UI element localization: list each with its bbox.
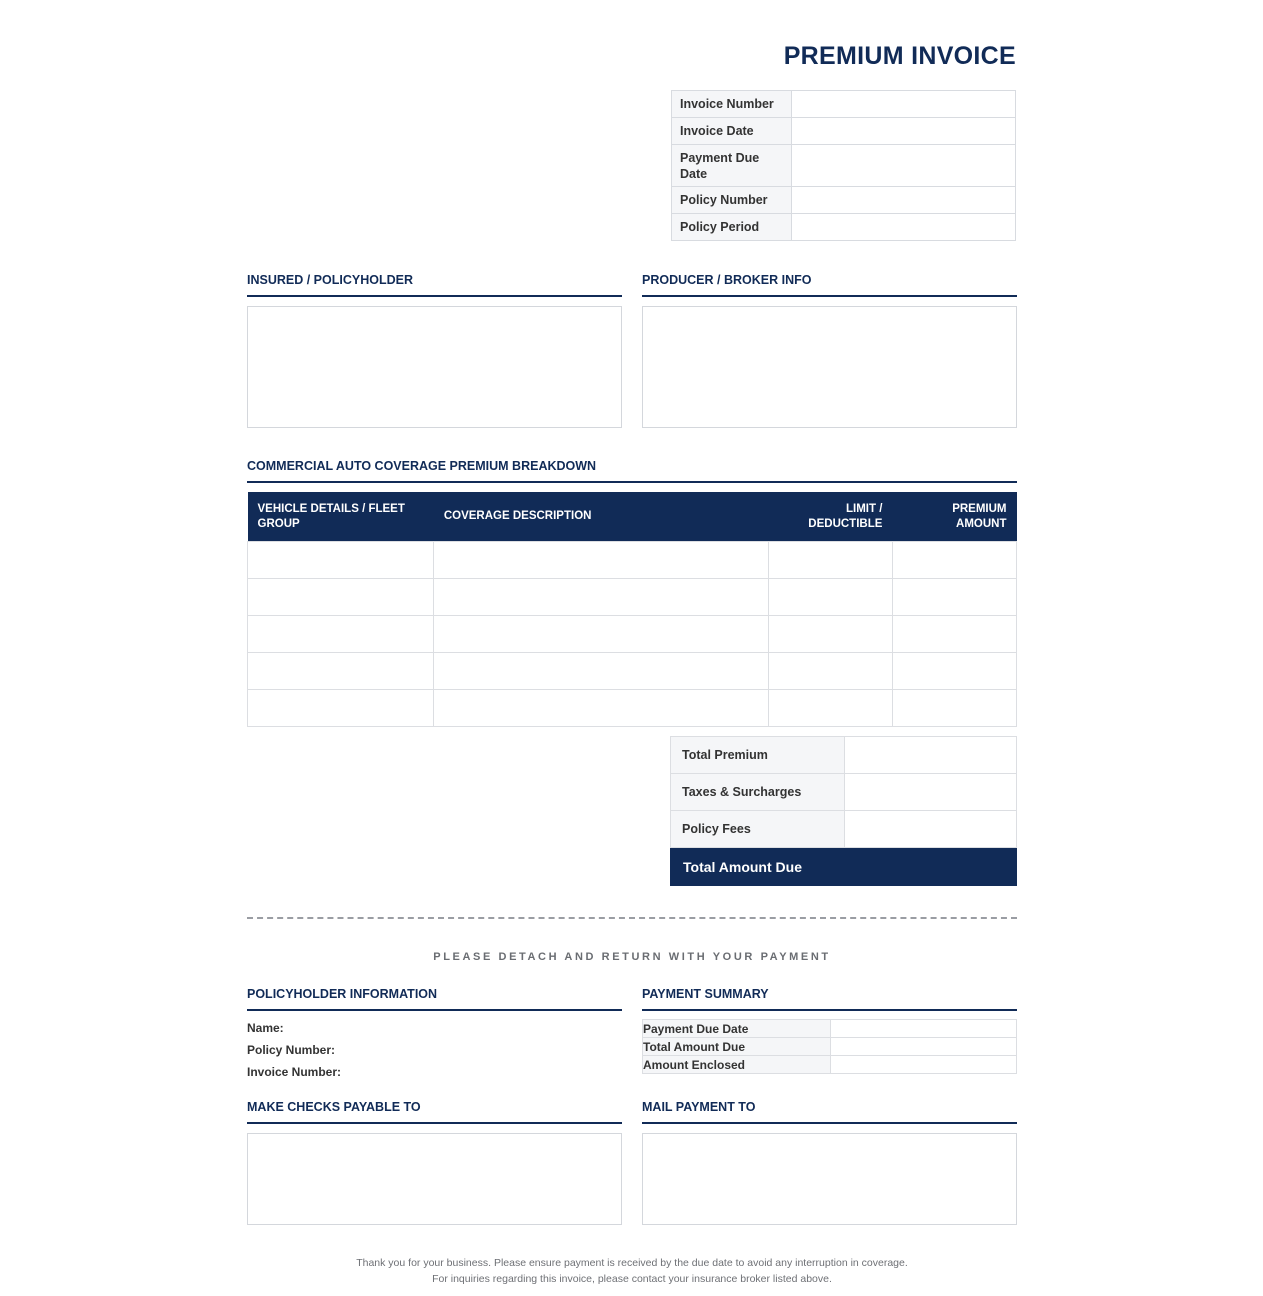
producer-box[interactable] — [642, 306, 1017, 428]
header-limit-deductible: LIMIT / DEDUCTIBLE — [768, 492, 892, 542]
cell-description[interactable] — [434, 542, 769, 579]
cell-limit[interactable] — [768, 542, 892, 579]
cell-description[interactable] — [434, 616, 769, 653]
header-premium-amount: PREMIUM AMOUNT — [892, 492, 1016, 542]
cell-limit[interactable] — [768, 579, 892, 616]
policy-fees-value[interactable] — [845, 811, 1017, 848]
cell-premium[interactable] — [892, 542, 1016, 579]
meta-label-policy-period: Policy Period — [672, 214, 792, 241]
cell-description[interactable] — [434, 653, 769, 690]
meta-label-invoice-number: Invoice Number — [672, 91, 792, 118]
checks-payable-box[interactable] — [247, 1133, 622, 1225]
policyholder-info-title: POLICYHOLDER INFORMATION — [247, 987, 622, 1011]
total-premium-value[interactable] — [845, 737, 1017, 774]
cell-description[interactable] — [434, 690, 769, 727]
total-amount-due-value[interactable] — [845, 848, 1017, 886]
cell-premium[interactable] — [892, 690, 1016, 727]
table-row — [248, 690, 1017, 727]
table-row — [248, 579, 1017, 616]
coverage-table — [247, 492, 1017, 727]
policy-fees-label: Policy Fees — [671, 811, 845, 848]
cell-vehicle[interactable] — [248, 542, 434, 579]
totals-table — [670, 736, 1017, 886]
cell-vehicle[interactable] — [248, 653, 434, 690]
insured-section-title: INSURED / POLICYHOLDER — [247, 273, 622, 297]
header-vehicle-details: VEHICLE DETAILS / FLEET GROUP — [248, 492, 434, 542]
cell-vehicle[interactable] — [248, 690, 434, 727]
coverage-section-title: COMMERCIAL AUTO COVERAGE PREMIUM BREAKDOWN — [247, 459, 1017, 483]
invoice-meta-table — [671, 90, 1016, 241]
header-coverage-description: COVERAGE DESCRIPTION — [434, 492, 769, 542]
payment-summary-table — [642, 1019, 1017, 1074]
taxes-value[interactable] — [845, 774, 1017, 811]
mail-payment-box[interactable] — [642, 1133, 1017, 1225]
summary-amount-enclosed-value[interactable] — [831, 1056, 1017, 1074]
total-premium-label: Total Premium — [671, 737, 845, 774]
cell-premium[interactable] — [892, 579, 1016, 616]
cell-vehicle[interactable] — [248, 579, 434, 616]
field-name-label: Name: — [247, 1021, 284, 1035]
meta-label-policy-number: Policy Number — [672, 187, 792, 214]
table-row — [248, 616, 1017, 653]
summary-amount-enclosed-label: Amount Enclosed — [643, 1056, 831, 1074]
summary-payment-due-date-value[interactable] — [831, 1020, 1017, 1038]
field-invoice-number-label: Invoice Number: — [247, 1065, 342, 1079]
meta-value-invoice-number[interactable] — [792, 91, 1016, 118]
detach-line — [247, 917, 1017, 919]
producer-section-title: PRODUCER / BROKER INFO — [642, 273, 1017, 297]
cell-premium[interactable] — [892, 653, 1016, 690]
table-row — [248, 542, 1017, 579]
summary-total-amount-due-value[interactable] — [831, 1038, 1017, 1056]
meta-value-policy-number[interactable] — [792, 187, 1016, 214]
table-row — [248, 653, 1017, 690]
meta-label-payment-due-date: Payment Due Date — [672, 145, 792, 187]
cell-vehicle[interactable] — [248, 616, 434, 653]
meta-value-payment-due-date[interactable] — [792, 145, 1016, 187]
cell-description[interactable] — [434, 579, 769, 616]
checks-payable-title: MAKE CHECKS PAYABLE TO — [247, 1100, 622, 1124]
field-policy-number-label: Policy Number: — [247, 1043, 336, 1057]
cell-limit[interactable] — [768, 690, 892, 727]
cell-limit[interactable] — [768, 653, 892, 690]
mail-payment-title: MAIL PAYMENT TO — [642, 1100, 1017, 1124]
cell-premium[interactable] — [892, 616, 1016, 653]
footer-line-2: For inquiries regarding this invoice, please contact your insurance broker listed above. — [432, 1273, 832, 1285]
total-amount-due-label: Total Amount Due — [671, 848, 845, 886]
cell-limit[interactable] — [768, 616, 892, 653]
taxes-label: Taxes & Surcharges — [671, 774, 845, 811]
payment-summary-title: PAYMENT SUMMARY — [642, 987, 1017, 1011]
summary-total-amount-due-label: Total Amount Due — [643, 1038, 831, 1056]
policyholder-info-fields — [247, 1017, 622, 1083]
coverage-header-row — [248, 492, 1017, 542]
insured-box[interactable] — [247, 306, 622, 428]
invoice-title: PREMIUM INVOICE — [783, 42, 1016, 70]
meta-value-policy-period[interactable] — [792, 214, 1016, 241]
summary-payment-due-date-label: Payment Due Date — [643, 1020, 831, 1038]
meta-value-invoice-date[interactable] — [792, 118, 1016, 145]
detach-notice: PLEASE DETACH AND RETURN WITH YOUR PAYMENT — [433, 951, 831, 963]
footer-line-1: Thank you for your business. Please ensure payment is received by the due date to avoid any interruption in coverage. — [356, 1257, 908, 1269]
meta-label-invoice-date: Invoice Date — [672, 118, 792, 145]
